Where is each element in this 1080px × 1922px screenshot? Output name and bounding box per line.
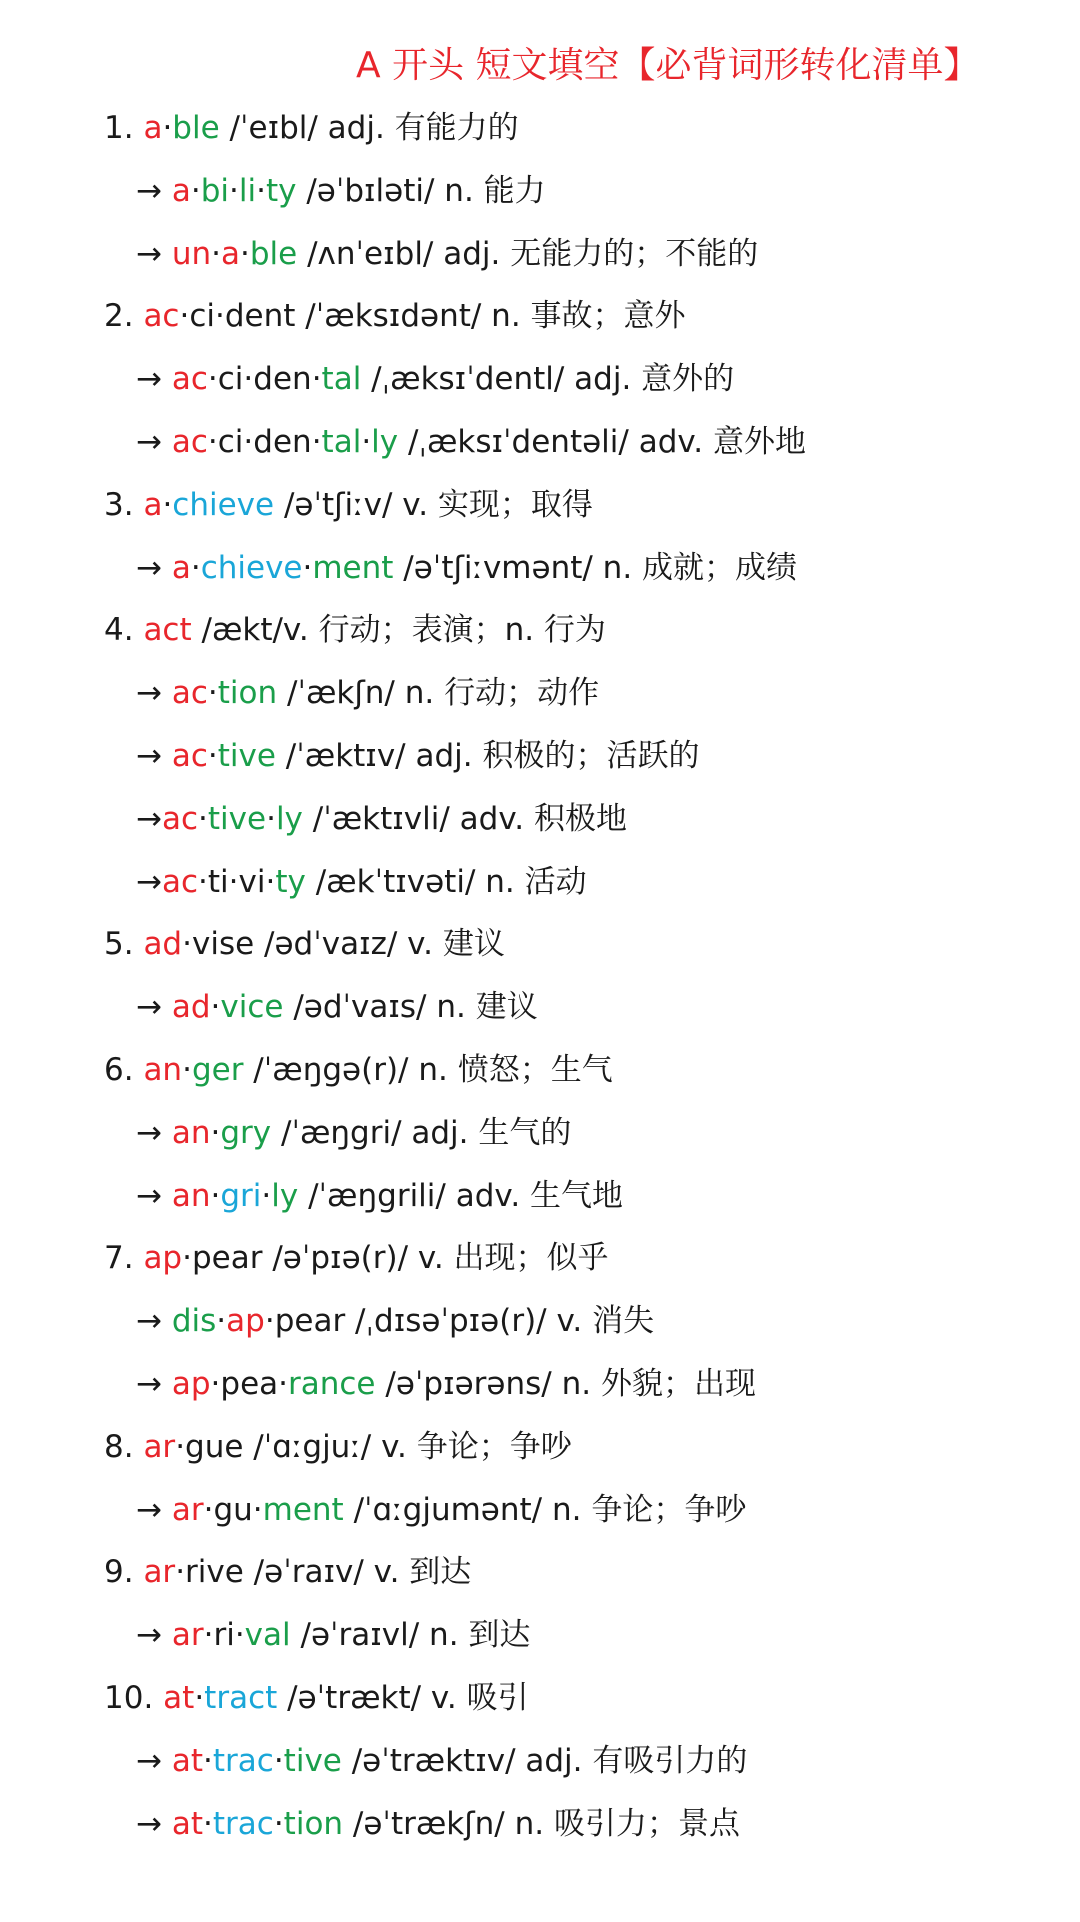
derived-word-entry bbox=[0, 665, 599, 721]
text-segment: · bbox=[256, 173, 266, 209]
text-segment: 10. bbox=[104, 1680, 164, 1716]
text-segment: · bbox=[266, 801, 276, 837]
derived-word-entry bbox=[0, 540, 797, 596]
text-segment: ar bbox=[143, 1429, 176, 1465]
text-segment: → bbox=[136, 864, 162, 900]
derived-word-entry bbox=[0, 1796, 740, 1852]
text-segment: pear bbox=[191, 1240, 263, 1276]
word-entry bbox=[0, 1419, 572, 1475]
text-segment: un bbox=[171, 236, 212, 272]
text-segment: · bbox=[273, 1743, 284, 1779]
text-segment: ci bbox=[189, 298, 216, 334]
text-segment: · bbox=[207, 361, 218, 397]
text-segment: → bbox=[136, 1806, 172, 1842]
word-entry bbox=[0, 916, 505, 972]
text-segment: · bbox=[265, 864, 276, 900]
text-segment: · bbox=[207, 738, 218, 774]
text-segment: /ˈæksɪdənt/ n. 事故；意外 bbox=[295, 298, 686, 334]
text-segment: ly bbox=[271, 1178, 299, 1214]
text-segment: /əˈtrækt/ v. 吸引 bbox=[277, 1680, 529, 1716]
text-segment: → bbox=[136, 801, 162, 837]
text-segment: · bbox=[203, 1806, 213, 1842]
text-segment: 1. bbox=[104, 110, 144, 146]
text-segment: · bbox=[216, 1303, 227, 1339]
text-segment: /ˌdɪsəˈpɪə(r)/ v. 消失 bbox=[345, 1303, 655, 1339]
text-segment: · bbox=[210, 1178, 221, 1214]
text-segment: · bbox=[252, 1492, 263, 1528]
text-segment: /ˈeɪbl/ adj. 有能力的 bbox=[219, 110, 519, 146]
word-entry bbox=[0, 477, 593, 533]
text-segment: ty bbox=[265, 173, 297, 209]
derived-word-entry bbox=[0, 1168, 623, 1224]
text-segment: · bbox=[182, 926, 192, 962]
derived-word-entry bbox=[0, 1356, 756, 1412]
text-segment: · bbox=[203, 1617, 214, 1653]
text-segment: bi bbox=[200, 173, 229, 209]
text-segment: · bbox=[175, 1554, 186, 1590]
text-segment: ger bbox=[191, 1052, 244, 1088]
text-segment: gue bbox=[185, 1429, 244, 1465]
text-segment: · bbox=[198, 864, 208, 900]
text-segment: · bbox=[311, 361, 322, 397]
text-segment: → bbox=[136, 738, 172, 774]
text-segment: ac bbox=[143, 298, 180, 334]
text-segment: trac bbox=[212, 1806, 274, 1842]
text-segment: /ˈækʃn/ n. 行动；动作 bbox=[277, 675, 600, 711]
text-segment: · bbox=[278, 1366, 288, 1402]
text-segment: → bbox=[136, 1617, 172, 1653]
text-segment: ment bbox=[312, 550, 394, 586]
text-segment: · bbox=[182, 1240, 192, 1276]
text-segment: /əˈtræktɪv/ adj. 有吸引力的 bbox=[341, 1743, 748, 1779]
text-segment: 4. bbox=[104, 612, 144, 648]
text-segment: 3. bbox=[104, 487, 144, 523]
text-segment: · bbox=[194, 1680, 205, 1716]
text-segment: tal bbox=[321, 361, 362, 397]
text-segment: /ʌnˈeɪbl/ adj. 无能力的；不能的 bbox=[297, 236, 759, 272]
text-segment: ly bbox=[275, 801, 303, 837]
text-segment: /ədˈvaɪs/ n. 建议 bbox=[283, 989, 538, 1025]
text-segment: pea bbox=[220, 1366, 279, 1402]
text-segment: at bbox=[163, 1680, 195, 1716]
text-segment: tive bbox=[207, 801, 267, 837]
text-segment: gu bbox=[213, 1492, 253, 1528]
derived-word-entry bbox=[0, 163, 546, 219]
text-segment: /əˈraɪvl/ n. 到达 bbox=[290, 1617, 531, 1653]
text-segment: /ˈæktɪv/ adj. 积极的；活跃的 bbox=[275, 738, 700, 774]
text-segment: · bbox=[207, 675, 218, 711]
word-entry bbox=[0, 288, 686, 344]
word-entry bbox=[0, 1042, 613, 1098]
text-segment: den bbox=[253, 424, 312, 460]
text-segment: rance bbox=[288, 1366, 376, 1402]
derived-word-entry bbox=[0, 414, 806, 470]
text-segment: /ˈɑːgjuː/ v. 争论；争吵 bbox=[243, 1429, 572, 1465]
text-segment: · bbox=[234, 1617, 245, 1653]
text-segment: · bbox=[198, 801, 208, 837]
derived-word-entry bbox=[0, 1105, 571, 1161]
text-segment: 8. bbox=[104, 1429, 144, 1465]
text-segment: · bbox=[162, 110, 173, 146]
text-segment: /ækt/v. 行动；表演；n. 行为 bbox=[191, 612, 606, 648]
text-segment: vi bbox=[238, 864, 266, 900]
derived-word-entry bbox=[0, 854, 587, 910]
derived-word-entry bbox=[0, 728, 699, 784]
text-segment: · bbox=[190, 173, 201, 209]
text-segment: · bbox=[207, 424, 218, 460]
text-segment: an bbox=[171, 1178, 211, 1214]
text-segment: dent bbox=[224, 298, 296, 334]
text-segment: · bbox=[243, 424, 254, 460]
text-segment: a bbox=[221, 236, 240, 272]
derived-word-entry bbox=[0, 1293, 654, 1349]
text-segment: tion bbox=[283, 1806, 344, 1842]
text-segment: · bbox=[311, 424, 322, 460]
text-segment: gri bbox=[220, 1178, 262, 1214]
text-segment: · bbox=[228, 864, 239, 900]
title-segment: A 开头 短文填空 bbox=[356, 45, 620, 86]
text-segment: → bbox=[136, 1115, 172, 1151]
text-segment: 9. bbox=[104, 1554, 144, 1590]
text-segment: · bbox=[210, 1115, 221, 1151]
text-segment: · bbox=[210, 1366, 221, 1402]
text-segment: ac bbox=[161, 801, 199, 837]
text-segment: · bbox=[361, 424, 372, 460]
text-segment: · bbox=[162, 487, 173, 523]
text-segment: ap bbox=[226, 1303, 265, 1339]
text-segment: 5. bbox=[104, 926, 144, 962]
text-segment: tion bbox=[217, 675, 278, 711]
word-entry bbox=[0, 602, 606, 658]
text-segment: /əˈtʃiːvmənt/ n. 成就；成绩 bbox=[393, 550, 798, 586]
text-segment: 7. bbox=[104, 1240, 144, 1276]
text-segment: ac bbox=[171, 361, 208, 397]
text-segment: ac bbox=[161, 864, 199, 900]
text-segment: · bbox=[229, 173, 239, 209]
derived-word-entry bbox=[0, 1607, 530, 1663]
text-segment: chieve bbox=[172, 487, 275, 523]
text-segment: at bbox=[171, 1806, 203, 1842]
text-segment: → bbox=[136, 675, 172, 711]
text-segment: ap bbox=[171, 1366, 211, 1402]
text-segment: /ˌæksɪˈdentl/ adj. 意外的 bbox=[361, 361, 735, 397]
text-segment: act bbox=[143, 612, 192, 648]
text-segment: chieve bbox=[200, 550, 303, 586]
text-segment: · bbox=[190, 550, 201, 586]
derived-word-entry bbox=[0, 1482, 746, 1538]
text-segment: ar bbox=[171, 1617, 204, 1653]
text-segment: ad bbox=[143, 926, 183, 962]
text-segment: → bbox=[136, 1303, 172, 1339]
text-segment: ad bbox=[171, 989, 211, 1025]
text-segment: ment bbox=[262, 1492, 344, 1528]
text-segment: at bbox=[171, 1743, 203, 1779]
text-segment: 2. bbox=[104, 298, 144, 334]
text-segment: a bbox=[171, 550, 191, 586]
text-segment: /ˌæksɪˈdentəli/ adv. 意外地 bbox=[398, 424, 807, 460]
text-segment: → bbox=[136, 361, 172, 397]
text-segment: vise bbox=[191, 926, 255, 962]
text-segment: · bbox=[175, 1429, 186, 1465]
text-segment: /ˈæŋgrili/ adv. 生气地 bbox=[298, 1178, 624, 1214]
text-segment: ble bbox=[172, 110, 220, 146]
text-segment: ble bbox=[249, 236, 298, 272]
text-segment: · bbox=[203, 1492, 214, 1528]
text-segment: tive bbox=[283, 1743, 342, 1779]
text-segment: dis bbox=[171, 1303, 217, 1339]
text-segment: ap bbox=[143, 1240, 183, 1276]
text-segment: ri bbox=[213, 1617, 235, 1653]
word-entry bbox=[0, 100, 519, 156]
text-segment: · bbox=[261, 1178, 272, 1214]
text-segment: /əˈpɪə(r)/ v. 出现；似乎 bbox=[262, 1240, 609, 1276]
text-segment: · bbox=[179, 298, 190, 334]
text-segment: pear bbox=[274, 1303, 346, 1339]
text-segment: ci bbox=[217, 424, 244, 460]
text-segment: den bbox=[253, 361, 312, 397]
text-segment: · bbox=[215, 298, 225, 334]
text-segment: /ˈæŋgə(r)/ n. 愤怒；生气 bbox=[243, 1052, 613, 1088]
text-segment: → bbox=[136, 1492, 172, 1528]
text-segment: trac bbox=[212, 1743, 274, 1779]
text-segment: ty bbox=[275, 864, 306, 900]
text-segment: rive bbox=[185, 1554, 244, 1590]
text-segment: → bbox=[136, 550, 172, 586]
text-segment: · bbox=[240, 236, 250, 272]
text-segment: val bbox=[244, 1617, 291, 1653]
text-segment: /ækˈtɪvəti/ n. 活动 bbox=[305, 864, 587, 900]
text-segment: /əˈtʃiːv/ v. 实现；取得 bbox=[274, 487, 593, 523]
text-segment: → bbox=[136, 173, 172, 209]
word-entry bbox=[0, 1230, 609, 1286]
text-segment: · bbox=[264, 1303, 275, 1339]
text-segment: li bbox=[238, 173, 257, 209]
text-segment: an bbox=[171, 1115, 211, 1151]
text-segment: → bbox=[136, 1743, 172, 1779]
text-segment: a bbox=[171, 173, 191, 209]
text-segment: /ˈæktɪvli/ adv. 积极地 bbox=[302, 801, 627, 837]
text-segment: · bbox=[243, 361, 254, 397]
text-segment: ac bbox=[171, 675, 208, 711]
text-segment: · bbox=[273, 1806, 284, 1842]
text-segment: tract bbox=[204, 1680, 278, 1716]
text-segment: · bbox=[211, 236, 221, 272]
text-segment: ar bbox=[171, 1492, 204, 1528]
text-segment: · bbox=[182, 1052, 192, 1088]
text-segment: · bbox=[210, 989, 221, 1025]
text-segment: ti bbox=[207, 864, 229, 900]
derived-word-entry bbox=[0, 791, 627, 847]
derived-word-entry bbox=[0, 1733, 747, 1789]
derived-word-entry bbox=[0, 979, 538, 1035]
derived-word-entry bbox=[0, 351, 734, 407]
text-segment: → bbox=[136, 236, 172, 272]
text-segment: /əˈtrækʃn/ n. 吸引力；景点 bbox=[343, 1806, 740, 1842]
page-title bbox=[356, 38, 1056, 94]
text-segment: tive bbox=[217, 738, 276, 774]
text-segment: vice bbox=[220, 989, 284, 1025]
text-segment: ac bbox=[171, 424, 208, 460]
text-segment: tal bbox=[321, 424, 362, 460]
text-segment: gry bbox=[220, 1115, 272, 1151]
text-segment: an bbox=[143, 1052, 183, 1088]
text-segment: → bbox=[136, 1366, 172, 1402]
text-segment: /əˈpɪərəns/ n. 外貌；出现 bbox=[375, 1366, 756, 1402]
text-segment: ac bbox=[171, 738, 208, 774]
text-segment: → bbox=[136, 989, 172, 1025]
text-segment: ci bbox=[217, 361, 244, 397]
text-segment: /ədˈvaɪz/ v. 建议 bbox=[254, 926, 505, 962]
text-segment: ly bbox=[371, 424, 399, 460]
title-segment: 【必背词形转化清单】 bbox=[619, 45, 980, 86]
text-segment: 6. bbox=[104, 1052, 144, 1088]
derived-word-entry bbox=[0, 226, 758, 282]
text-segment: → bbox=[136, 1178, 172, 1214]
word-entry bbox=[0, 1670, 529, 1726]
text-segment: a bbox=[143, 487, 163, 523]
text-segment: a bbox=[143, 110, 163, 146]
word-entry bbox=[0, 1544, 471, 1600]
text-segment: /əˈbɪləti/ n. 能力 bbox=[296, 173, 546, 209]
text-segment: → bbox=[136, 424, 172, 460]
text-segment: /ˈæŋgri/ adj. 生气的 bbox=[271, 1115, 572, 1151]
text-segment: /əˈraɪv/ v. 到达 bbox=[243, 1554, 472, 1590]
text-segment: ar bbox=[143, 1554, 176, 1590]
text-segment: · bbox=[302, 550, 313, 586]
text-segment: /ˈɑːgjumənt/ n. 争论；争吵 bbox=[343, 1492, 747, 1528]
text-segment: · bbox=[203, 1743, 213, 1779]
